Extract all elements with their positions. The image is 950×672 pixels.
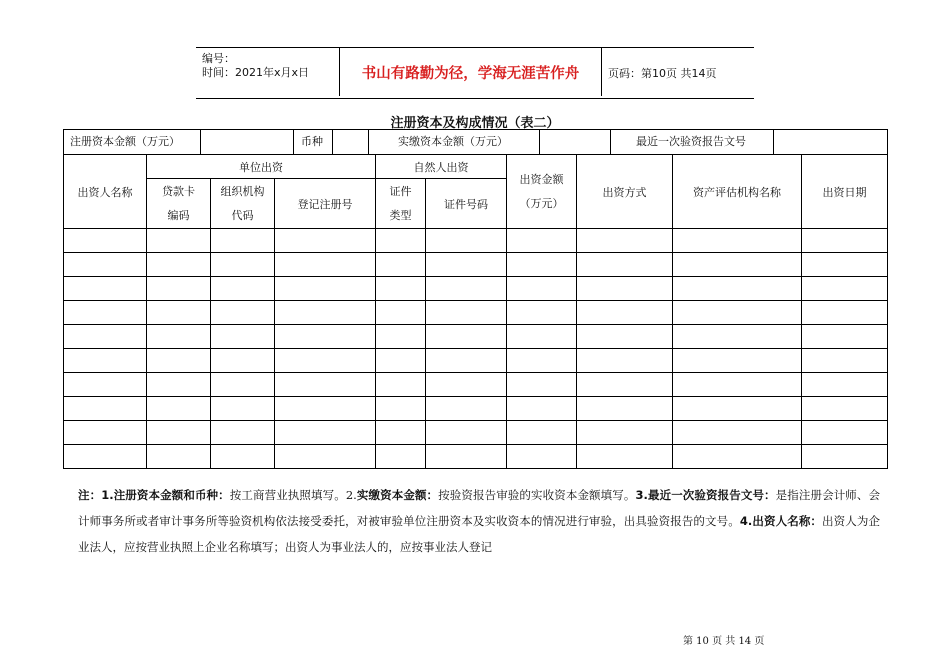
table-row [64, 373, 888, 397]
table-row [64, 229, 888, 253]
col-method: 出资方式 [577, 155, 673, 229]
table-cell[interactable] [802, 421, 888, 445]
table-cell[interactable] [211, 397, 275, 421]
table-cell[interactable] [211, 445, 275, 469]
notes: 注：1.注册资本金额和币种：按工商营业执照填写。2.实缴资本金额：按验资报告审验的实收资本金额填写。3.最近一次验资报告文号：是指注册会计师、会计师事务所或者审计事务所等验资机构依法接受委托，对被审验单位注册资本及实收资本的情况进行审验，出具验资报告的文号。4.出资人名称：出资人为企业法人，应按营业执照上企业名称填写；出资人为事业法人的，应按事业法人登记 [78, 488, 881, 554]
table-cell[interactable] [577, 373, 673, 397]
table-cell[interactable] [376, 349, 426, 373]
table-cell[interactable] [673, 277, 802, 301]
table-cell[interactable] [577, 301, 673, 325]
table-cell[interactable] [577, 253, 673, 277]
registered-capital-value [200, 130, 294, 154]
col-reg-no: 登记注册号 [275, 179, 376, 229]
table-cell[interactable] [211, 325, 275, 349]
col-id-no: 证件号码 [426, 179, 507, 229]
table-cell[interactable] [673, 253, 802, 277]
table-cell[interactable] [376, 445, 426, 469]
col-appraiser: 资产评估机构名称 [673, 155, 802, 229]
table-cell[interactable] [673, 325, 802, 349]
table-cell[interactable] [426, 421, 507, 445]
table-cell[interactable] [211, 229, 275, 253]
table-cell[interactable] [802, 325, 888, 349]
table-cell[interactable] [802, 229, 888, 253]
table-cell[interactable] [426, 229, 507, 253]
table-cell[interactable] [577, 325, 673, 349]
table-cell[interactable] [147, 325, 211, 349]
table-row [64, 421, 888, 445]
table-cell[interactable] [426, 445, 507, 469]
col-org-code: 组织机构 代码 [211, 179, 275, 229]
table-cell[interactable] [673, 349, 802, 373]
col-id-type: 证件 类型 [376, 179, 426, 229]
table-cell[interactable] [802, 373, 888, 397]
table-cell[interactable] [211, 349, 275, 373]
table-cell[interactable] [507, 301, 577, 325]
col-amount: 出资金额 （万元） [507, 155, 577, 229]
table-cell[interactable] [275, 373, 376, 397]
table-cell[interactable] [577, 397, 673, 421]
table-cell[interactable] [275, 397, 376, 421]
col-investor-name: 出资人名称 [64, 155, 147, 229]
doc-number-label: 编号： [202, 52, 235, 65]
table-cell[interactable] [211, 253, 275, 277]
table-row [64, 325, 888, 349]
table-row [64, 277, 888, 301]
table-cell[interactable] [507, 277, 577, 301]
table-cell[interactable] [147, 421, 211, 445]
table-cell[interactable] [147, 373, 211, 397]
table-cell[interactable] [64, 301, 147, 325]
table-row [64, 301, 888, 325]
table-cell[interactable] [64, 445, 147, 469]
table-cell[interactable] [577, 277, 673, 301]
table-cell[interactable] [426, 301, 507, 325]
table-row [64, 445, 888, 469]
table-cell[interactable] [507, 373, 577, 397]
page-footer: 第 10 页 共 14 页 [683, 636, 765, 647]
table-cell[interactable] [673, 229, 802, 253]
paid-capital-value [539, 130, 611, 154]
table-cell[interactable] [426, 397, 507, 421]
table-cell[interactable] [507, 349, 577, 373]
table-cell[interactable] [211, 421, 275, 445]
table-row [64, 397, 888, 421]
table-cell[interactable] [673, 445, 802, 469]
time-label: 时间：2021年x月x日 [202, 66, 310, 79]
table-cell[interactable] [275, 421, 376, 445]
table-cell[interactable] [147, 349, 211, 373]
table-cell[interactable] [673, 373, 802, 397]
header-meta [196, 48, 339, 98]
table-cell[interactable] [64, 421, 147, 445]
table-cell[interactable] [275, 277, 376, 301]
table-cell[interactable] [426, 349, 507, 373]
table-cell[interactable] [802, 445, 888, 469]
table-body [64, 229, 888, 469]
latest-report-value [773, 130, 888, 154]
registered-capital-label: 注册资本金额（万元） [70, 135, 180, 148]
table-cell[interactable] [426, 373, 507, 397]
table-cell[interactable] [577, 349, 673, 373]
table-cell[interactable] [802, 301, 888, 325]
table-row [64, 253, 888, 277]
currency-label: 币种 [301, 135, 323, 148]
table-cell[interactable] [507, 253, 577, 277]
table-cell[interactable] [673, 301, 802, 325]
table-cell[interactable] [376, 373, 426, 397]
table-cell[interactable] [376, 421, 426, 445]
header-page-info: 页码：第10页 共14页 [608, 67, 717, 80]
table-cell[interactable] [64, 277, 147, 301]
table-cell[interactable] [802, 277, 888, 301]
table-cell[interactable] [64, 253, 147, 277]
table-cell[interactable] [507, 421, 577, 445]
table-cell[interactable] [376, 229, 426, 253]
table-cell[interactable] [211, 301, 275, 325]
table-cell[interactable] [275, 229, 376, 253]
table-cell[interactable] [376, 397, 426, 421]
table-cell[interactable] [211, 373, 275, 397]
paid-capital-label: 实缴资本金额（万元） [398, 135, 508, 148]
table-cell[interactable] [802, 397, 888, 421]
table-row [64, 349, 888, 373]
table-cell[interactable] [147, 253, 211, 277]
table-cell[interactable] [376, 253, 426, 277]
table-cell[interactable] [426, 253, 507, 277]
table-cell[interactable] [426, 277, 507, 301]
latest-report-label: 最近一次验资报告文号 [636, 135, 746, 148]
table-cell[interactable] [275, 253, 376, 277]
table-cell[interactable] [64, 349, 147, 373]
table-cell[interactable] [275, 445, 376, 469]
table-cell[interactable] [64, 229, 147, 253]
table-cell[interactable] [147, 301, 211, 325]
table-cell[interactable] [802, 253, 888, 277]
table-cell[interactable] [577, 421, 673, 445]
table-cell[interactable] [376, 277, 426, 301]
table-cell[interactable] [673, 421, 802, 445]
table-cell[interactable] [577, 445, 673, 469]
table-cell[interactable] [147, 229, 211, 253]
table-cell[interactable] [577, 229, 673, 253]
col-loan-card-code: 贷款卡 编码 [147, 179, 211, 229]
table-cell[interactable] [376, 325, 426, 349]
table-cell[interactable] [507, 445, 577, 469]
document-header [196, 47, 754, 99]
table-cell[interactable] [64, 325, 147, 349]
table-cell[interactable] [275, 301, 376, 325]
table-cell[interactable] [64, 373, 147, 397]
col-date: 出资日期 [802, 155, 888, 229]
motto-text: 书山有路勤为径，学海无涯苦作舟 [361, 66, 580, 82]
col-unit-investment: 单位出资 [147, 155, 376, 179]
table-cell[interactable] [211, 277, 275, 301]
capital-table [63, 129, 888, 469]
motto-box [339, 48, 602, 96]
col-person-investment: 自然人出资 [376, 155, 507, 179]
table-cell[interactable] [147, 445, 211, 469]
table-cell[interactable] [376, 301, 426, 325]
table-cell[interactable] [507, 325, 577, 349]
table-title: 注册资本及构成情况（表二） [390, 116, 560, 131]
table-cell[interactable] [147, 277, 211, 301]
table-cell[interactable] [507, 397, 577, 421]
table-cell[interactable] [64, 397, 147, 421]
table-cell[interactable] [275, 325, 376, 349]
table-cell[interactable] [673, 397, 802, 421]
table-cell[interactable] [275, 349, 376, 373]
currency-value [332, 130, 369, 154]
table-cell[interactable] [147, 397, 211, 421]
table-cell[interactable] [507, 229, 577, 253]
table-cell[interactable] [426, 325, 507, 349]
table-cell[interactable] [802, 349, 888, 373]
